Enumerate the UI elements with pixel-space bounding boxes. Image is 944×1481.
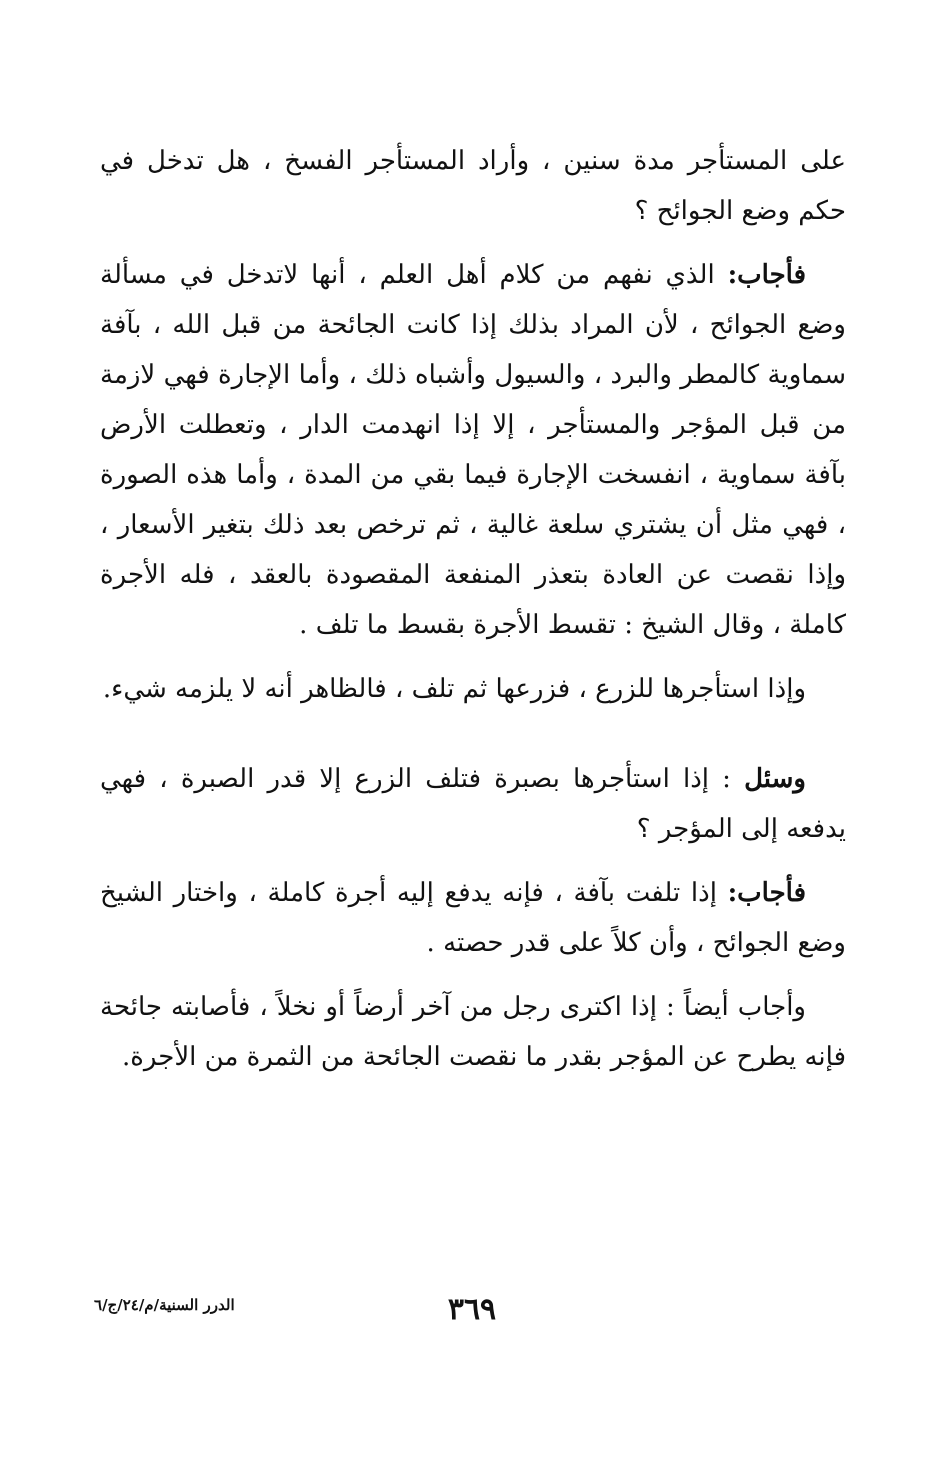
page-body: [100, 136, 846, 1082]
paragraph-text: الذي نفهم من كلام أهل العلم ، أنها لاتدخل في مسألة وضع الجوائح ، لأن المراد بذلك إذا كانت الجائحة من قبل الله ، بآفة سماوية كالمطر والبرد ، والسيول وأشباه ذلك ، وأما الإجارة فهي لازمة من قبل المؤجر والمستأجر ، إلا إذا انهدمت الدار ، وتعطلت الأرض بآفة سماوية ، انفسخت الإجارة فيما بقي من المدة ، وأما هذه الصورة ، فهي مثل أن يشتري سلعة غالية ، ثم ترخص بعد ذلك بتغير الأسعار ، وإذا نقصت عن العادة بتعذر المنفعة المقصودة بالعقد ، فله الأجرة كاملة ، وقال الشيخ : تقسط الأجرة بقسط ما تلف .: [100, 260, 846, 640]
page-footer: [0, 1292, 944, 1332]
page-number: ٣٦٩: [447, 1292, 497, 1327]
answer-lead: فأجاب:: [727, 878, 806, 908]
paragraph-text: وإذا استأجرها للزرع ، فزرعها ثم تلف ، فالظاهر أنه لا يلزمه شيء.: [102, 674, 806, 704]
paragraph-rental-for-crops: [100, 664, 846, 714]
paragraph-text: : إذا استأجرها بصبرة فتلف الزرع إلا قدر الصبرة ، فهي يدفعه إلى المؤجر ؟: [100, 764, 846, 844]
paragraph-text: وأجاب أيضاً : إذا اكترى رجل من آخر أرضاً أو نخلاً ، فأصابته جائحة فإنه يطرح عن المؤجر بقدر ما نقصت الجائحة من الثمرة من الأجرة.: [100, 992, 846, 1072]
question-lead: وسئل: [744, 764, 806, 794]
answer-lead: فأجاب:: [727, 260, 806, 290]
paragraph-text: إذا تلفت بآفة ، فإنه يدفع إليه أجرة كاملة ، واختار الشيخ وضع الجوائح ، وأن كلاً على قدر حصته .: [100, 878, 846, 958]
book-reference: الدرر السنية/م/٢٤/ج/٦: [94, 1296, 235, 1314]
paragraph-answer-1: [100, 250, 846, 650]
paragraph-answer-2: [100, 868, 846, 968]
paragraph-question-2: [100, 754, 846, 854]
paragraph-question-continuation: [100, 136, 846, 236]
paragraph-text: على المستأجر مدة سنين ، وأراد المستأجر الفسخ ، هل تدخل في حكم وضع الجوائح ؟: [100, 146, 846, 226]
paragraph-answer-3: [100, 982, 846, 1082]
